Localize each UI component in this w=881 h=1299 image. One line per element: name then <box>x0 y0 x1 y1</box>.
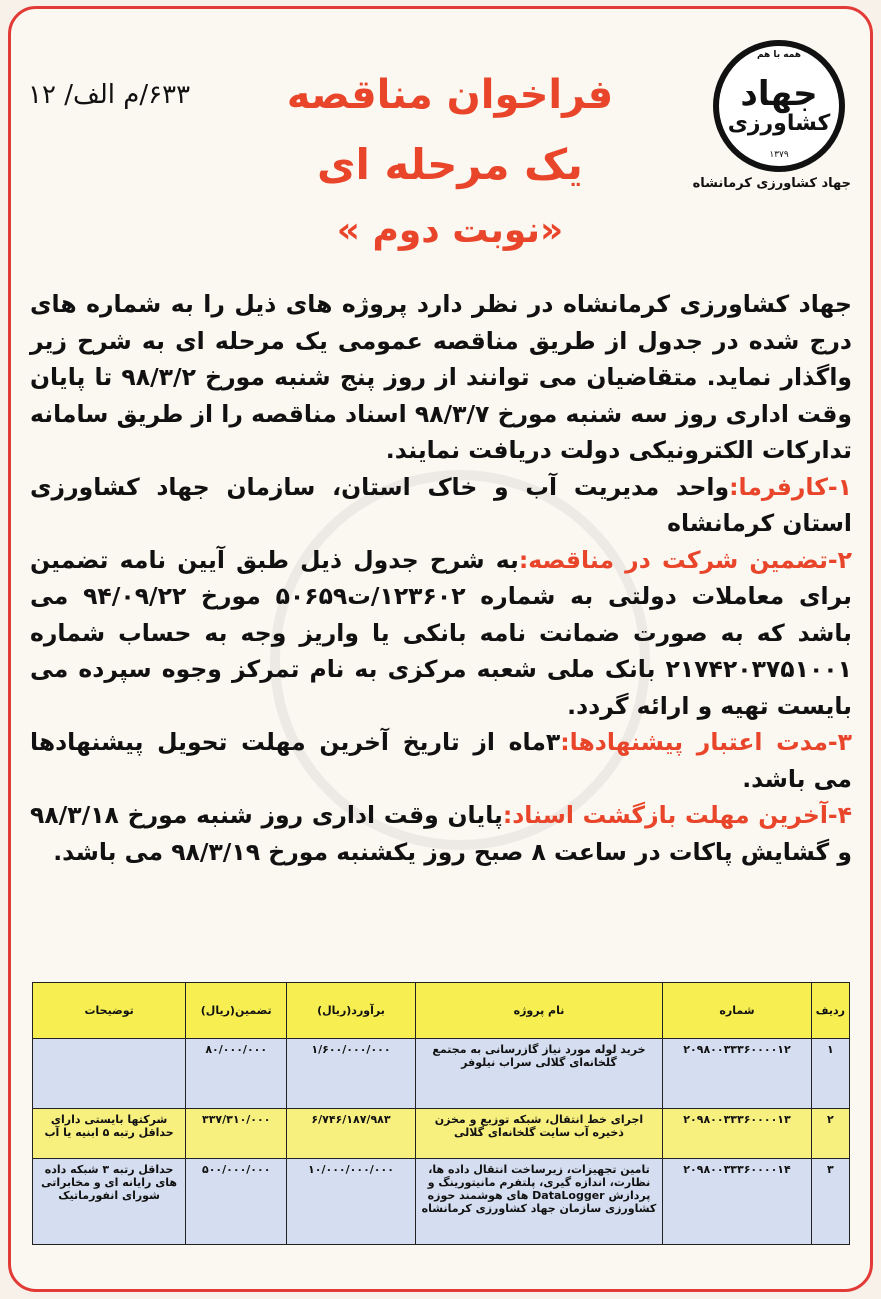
table-row <box>33 1109 850 1159</box>
item-2 <box>30 542 852 725</box>
cell-project-name: اجرای خط انتقال، شبکه توزیع و مخزن ذخیره آب سایت گلخانه‌ای گلالی <box>415 1109 663 1159</box>
cell-row-number: ۲ <box>811 1109 849 1159</box>
cell-estimate: ۱/۶۰۰/۰۰۰/۰۰۰ <box>287 1039 415 1109</box>
item-4-text: پایان وقت اداری روز شنبه مورخ ۹۸/۳/۱۸ و گشایش پاکات در ساعت ۸ صبح روز یکشنبه مورخ ۹۸/۳/۱۹ می باشد. <box>30 801 852 866</box>
cell-number: ۲۰۹۸۰۰۳۳۳۶۰۰۰۰۱۴ <box>663 1159 812 1245</box>
logo-ring-text: همه با هم <box>756 50 802 60</box>
item-1-label: ۱-کارفرما: <box>729 472 852 501</box>
cell-row-number: ۱ <box>811 1039 849 1109</box>
header-estimate: برآورد(ریال) <box>287 983 415 1039</box>
reference-number: ۶۳۳/م الف/ ۱۲ <box>28 80 191 110</box>
table-header-row <box>33 983 850 1039</box>
header-guarantee: تضمین(ریال) <box>186 983 287 1039</box>
item-2-label: ۲-تضمین شرکت در مناقصه: <box>518 545 852 574</box>
announcement-body <box>30 286 852 870</box>
logo-caption: جهاد کشاورزی کرمانشاه <box>692 176 851 191</box>
title-line-3: « نوبت دوم» <box>336 210 564 251</box>
cell-number: ۲۰۹۸۰۰۳۳۳۶۰۰۰۰۱۳ <box>663 1109 812 1159</box>
header-row-number: ردیف <box>811 983 849 1039</box>
cell-notes: حداقل رتبه ۳ شبکه داده های رایانه ای و مخابراتی شورای انفورماتیک <box>33 1159 186 1245</box>
cell-guarantee: ۵۰۰/۰۰۰/۰۰۰ <box>186 1159 287 1245</box>
item-1 <box>30 469 852 542</box>
intro-paragraph: جهاد کشاورزی کرمانشاه در نظر دارد پروژه های ذیل را به شماره های درج شده در جدول از طریق مناقصه عمومی یک مرحله ای به شرح زیر واگذار نماید. متقاضیان می توانند از روز پنج شنبه مورخ ۹۸/۳/۲ تا پایان وقت اداری روز سه شنبه مورخ ۹۸/۳/۷ اسناد مناقصه را از طریق سامانه تدارکات الکترونیکی دولت دریافت نمایند. <box>30 290 852 464</box>
logo-year: ۱۳۷۹ <box>769 150 789 160</box>
table-row <box>33 1159 850 1245</box>
title-line-2: یک مرحله ای <box>317 140 583 189</box>
logo <box>713 40 845 172</box>
cell-project-name: خرید لوله مورد نیاز گازرسانی به مجتمع گلخانه‌ای گلالی سراب نیلوفر <box>415 1039 663 1109</box>
table-row <box>33 1039 850 1109</box>
header-number: شماره <box>663 983 812 1039</box>
projects-table <box>32 982 850 1245</box>
cell-notes: شرکتها بایستی دارای حداقل رتبه ۵ ابنیه یا آب <box>33 1109 186 1159</box>
cell-estimate: ۱۰/۰۰۰/۰۰۰/۰۰۰ <box>287 1159 415 1245</box>
header-project-name: نام پروژه <box>415 983 663 1039</box>
cell-guarantee: ۸۰/۰۰۰/۰۰۰ <box>186 1039 287 1109</box>
cell-project-name: تامین تجهیزات، زیرساخت انتقال داده ها، نظارت، اندازه گیری، پلتفرم مانیتورینگ و پردازش DataLogger های هوشمند حوزه کشاورزی سازمان جهاد کشاورزی کرمانشاه <box>415 1159 663 1245</box>
item-2-text: به شرح جدول ذیل طبق آیین نامه تضمین برای معاملات دولتی به شماره ۱۲۳۶۰۲/ت۵۰۶۵۹ مورخ ۹۴/۰۹/۲۲ می باشد که به صورت ضمانت نامه بانکی یا واریز وجه به حساب شماره ۲۱۷۴۲۰۳۷۵۱۰۰۱ بانک ملی شعبه مرکزی به نام تمرکز وجوه سپرده می بایست تهیه و ارائه گردد. <box>30 545 852 720</box>
item-3-text: ۳ماه از تاریخ آخرین مهلت تحویل پیشنهادها می باشد. <box>30 728 852 793</box>
cell-row-number: ۳ <box>811 1159 849 1245</box>
cell-number: ۲۰۹۸۰۰۳۳۳۶۰۰۰۰۱۲ <box>663 1039 812 1109</box>
logo-sub-text: کشاورزی <box>727 111 831 136</box>
cell-estimate: ۶/۷۴۶/۱۸۷/۹۸۳ <box>287 1109 415 1159</box>
item-4 <box>30 797 852 870</box>
cell-guarantee: ۳۳۷/۳۱۰/۰۰۰ <box>186 1109 287 1159</box>
cell-notes <box>33 1039 186 1109</box>
header-notes: توضیحات <box>33 983 186 1039</box>
item-3-label: ۳-مدت اعتبار پیشنهادها: <box>560 728 852 756</box>
item-4-label: ۴-آخرین مهلت بازگشت اسناد: <box>502 801 852 829</box>
item-3 <box>30 724 852 797</box>
title-line-1: فراخوان مناقصه <box>286 72 614 118</box>
item-1-text: واحد مدیریت آب و خاک استان، سازمان جهاد کشاورزی استان کرمانشاه <box>30 472 852 537</box>
logo-main-text: جهاد <box>740 74 818 114</box>
